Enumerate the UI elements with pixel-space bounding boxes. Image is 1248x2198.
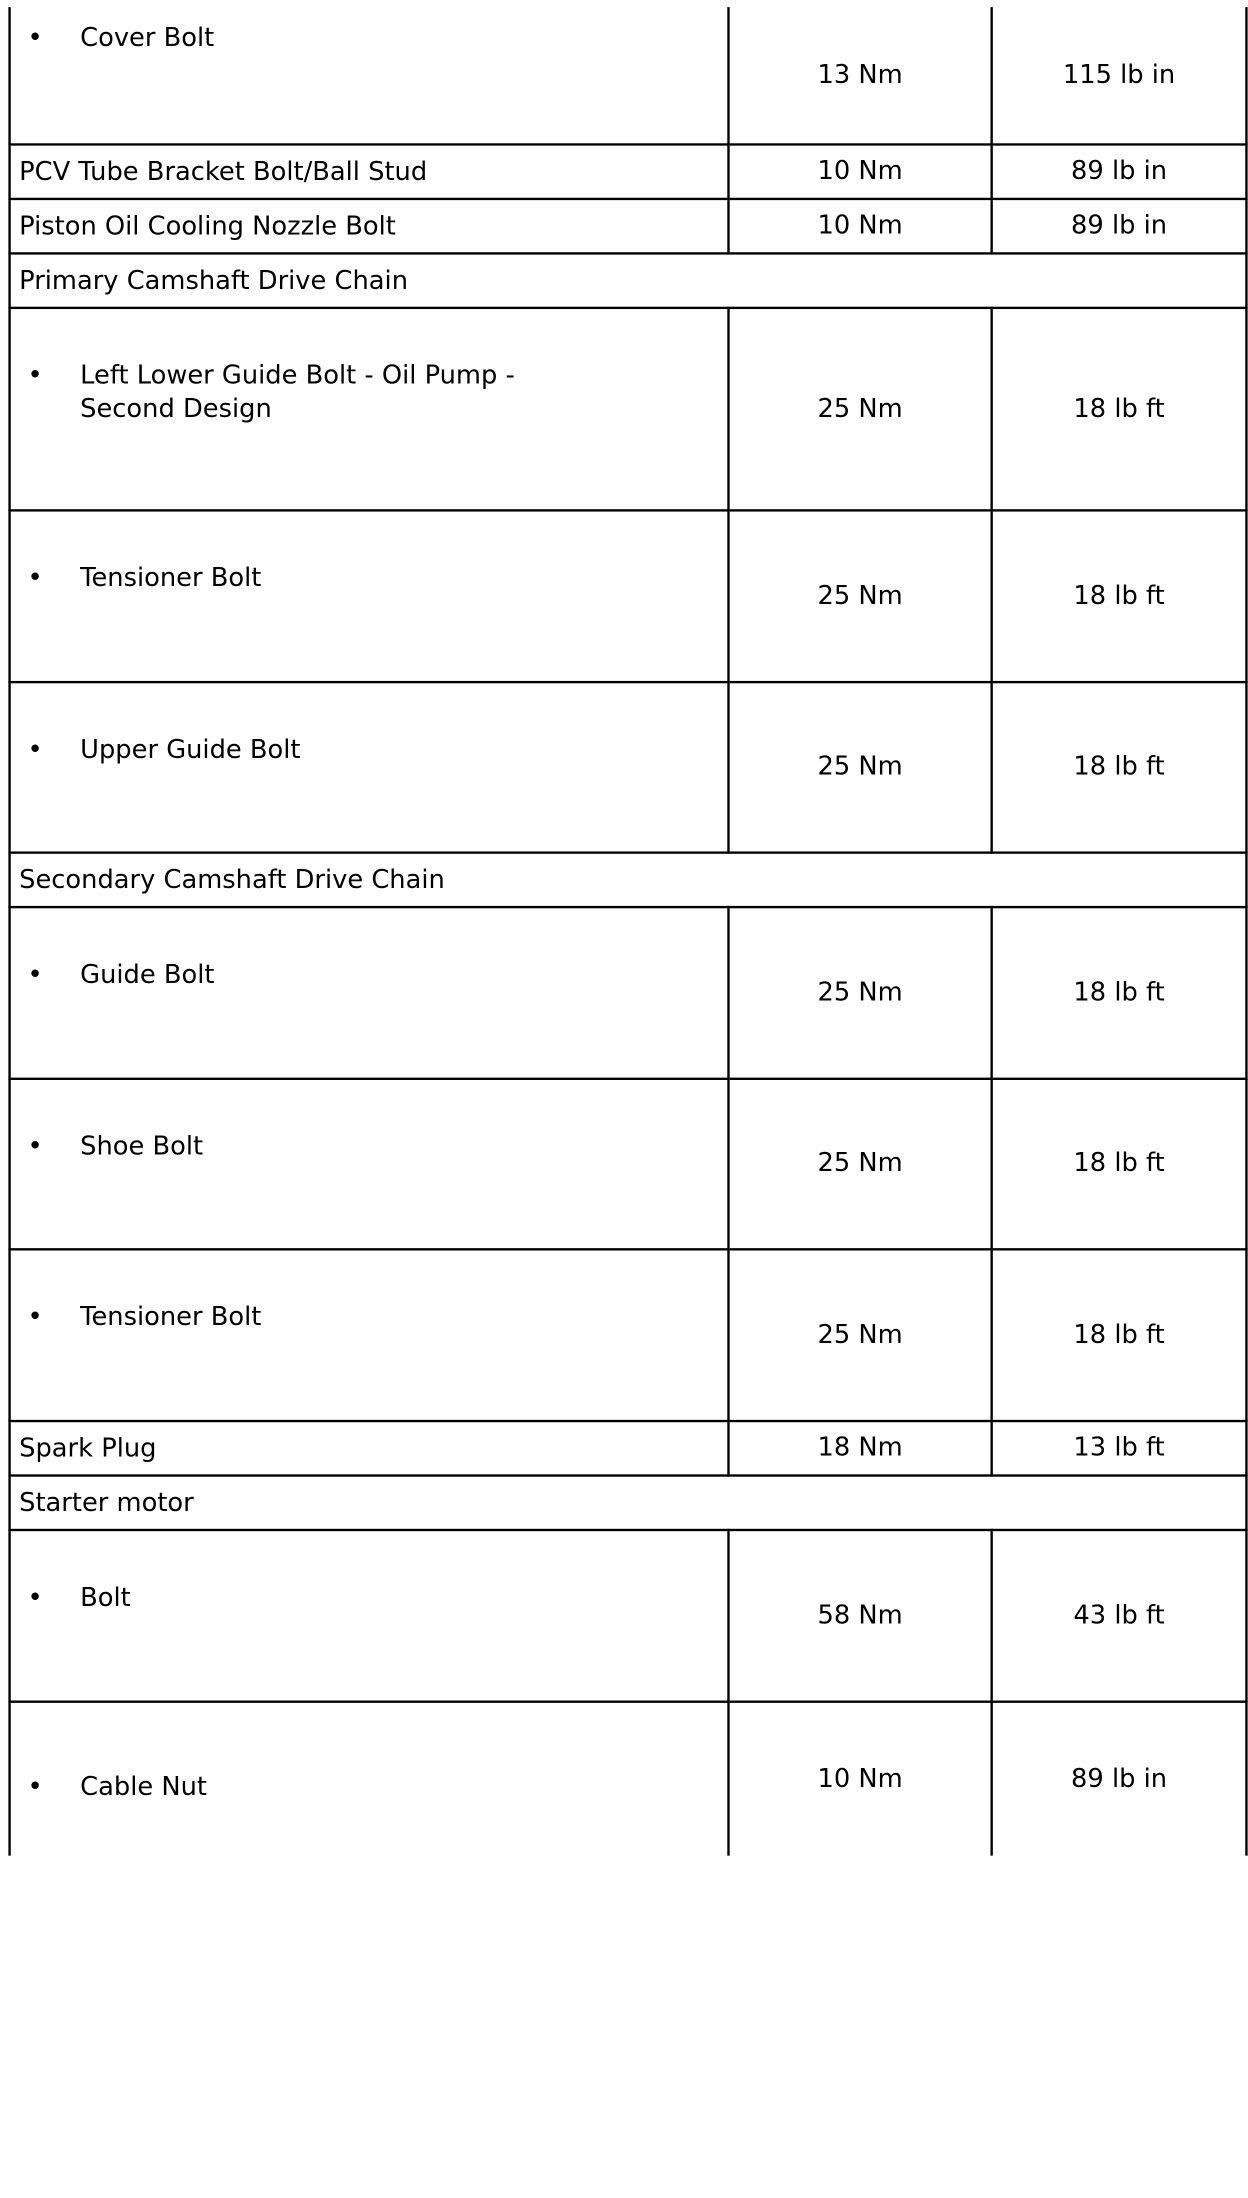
component-label: Cover Bolt [80, 23, 215, 54]
table-row [10, 1249, 1247, 1421]
imperial-value: 13 lb ft [992, 1421, 1247, 1475]
metric-value: 25 Nm [728, 510, 991, 682]
imperial-value: 18 lb ft [992, 510, 1247, 682]
component-cell [10, 907, 729, 1079]
section-header-row [10, 1476, 1247, 1530]
table-row [10, 144, 1247, 198]
bullet-icon: • [27, 563, 43, 594]
table-row [10, 510, 1247, 682]
metric-value: 18 Nm [728, 1421, 991, 1475]
component-label: Left Lower Guide Bolt - Oil Pump - Second Design [80, 361, 515, 424]
metric-value: 25 Nm [728, 1079, 991, 1250]
metric-value: 58 Nm [728, 1530, 991, 1702]
bullet-icon: • [27, 1132, 43, 1162]
imperial-value: 18 lb ft [992, 682, 1247, 853]
table-row [10, 1702, 1247, 1856]
metric-value: 25 Nm [728, 308, 991, 510]
section-header: Starter motor [10, 1476, 1247, 1530]
imperial-value: 18 lb ft [992, 1249, 1247, 1421]
metric-value: 13 Nm [728, 7, 991, 144]
metric-value: 25 Nm [728, 682, 991, 853]
metric-value: 25 Nm [728, 907, 991, 1079]
component-cell [10, 308, 729, 510]
table-row [10, 1079, 1247, 1250]
component-label: Piston Oil Cooling Nozzle Bolt [10, 199, 729, 253]
component-label: Shoe Bolt [80, 1132, 204, 1162]
section-header-row [10, 253, 1247, 307]
metric-value: 10 Nm [728, 1702, 991, 1856]
table-row [10, 907, 1247, 1079]
imperial-value: 89 lb in [992, 1702, 1247, 1856]
imperial-value: 18 lb ft [992, 907, 1247, 1079]
bullet-icon: • [27, 1772, 43, 1803]
section-header-row [10, 853, 1247, 907]
metric-value: 10 Nm [728, 199, 991, 253]
component-label: Guide Bolt [80, 960, 215, 990]
bullet-icon: • [27, 361, 43, 391]
imperial-value: 43 lb ft [992, 1530, 1247, 1702]
component-cell [10, 1249, 729, 1421]
bullet-icon: • [27, 23, 43, 54]
metric-value: 10 Nm [728, 144, 991, 198]
bullet-icon: • [27, 960, 43, 990]
imperial-value: 115 lb in [992, 7, 1247, 144]
imperial-value: 18 lb ft [992, 1079, 1247, 1250]
imperial-value: 89 lb in [992, 144, 1247, 198]
bullet-icon: • [27, 735, 43, 765]
component-cell [10, 1702, 729, 1856]
table-row [10, 199, 1247, 253]
component-label: Tensioner Bolt [80, 563, 262, 594]
imperial-value: 89 lb in [992, 199, 1247, 253]
section-header: Primary Camshaft Drive Chain [10, 253, 1247, 307]
metric-value: 25 Nm [728, 1249, 991, 1421]
component-cell [10, 682, 729, 853]
table-row [10, 1530, 1247, 1702]
table-row [10, 1421, 1247, 1475]
component-cell [10, 1079, 729, 1250]
component-cell [10, 1530, 729, 1702]
component-label: Upper Guide Bolt [80, 735, 301, 765]
component-label: Spark Plug [10, 1421, 729, 1475]
imperial-value: 18 lb ft [992, 308, 1247, 510]
table-row [10, 308, 1247, 510]
bullet-icon: • [27, 1302, 43, 1333]
component-label: Bolt [80, 1583, 131, 1613]
component-cell [10, 510, 729, 682]
component-cell [10, 7, 729, 144]
component-label: Cable Nut [80, 1772, 207, 1803]
table-row [10, 682, 1247, 853]
section-header: Secondary Camshaft Drive Chain [10, 853, 1247, 907]
torque-spec-table [8, 7, 1247, 1856]
bullet-icon: • [27, 1583, 43, 1613]
component-label: Tensioner Bolt [80, 1302, 262, 1333]
table-row [10, 7, 1247, 144]
component-label: PCV Tube Bracket Bolt/Ball Stud [10, 144, 729, 198]
